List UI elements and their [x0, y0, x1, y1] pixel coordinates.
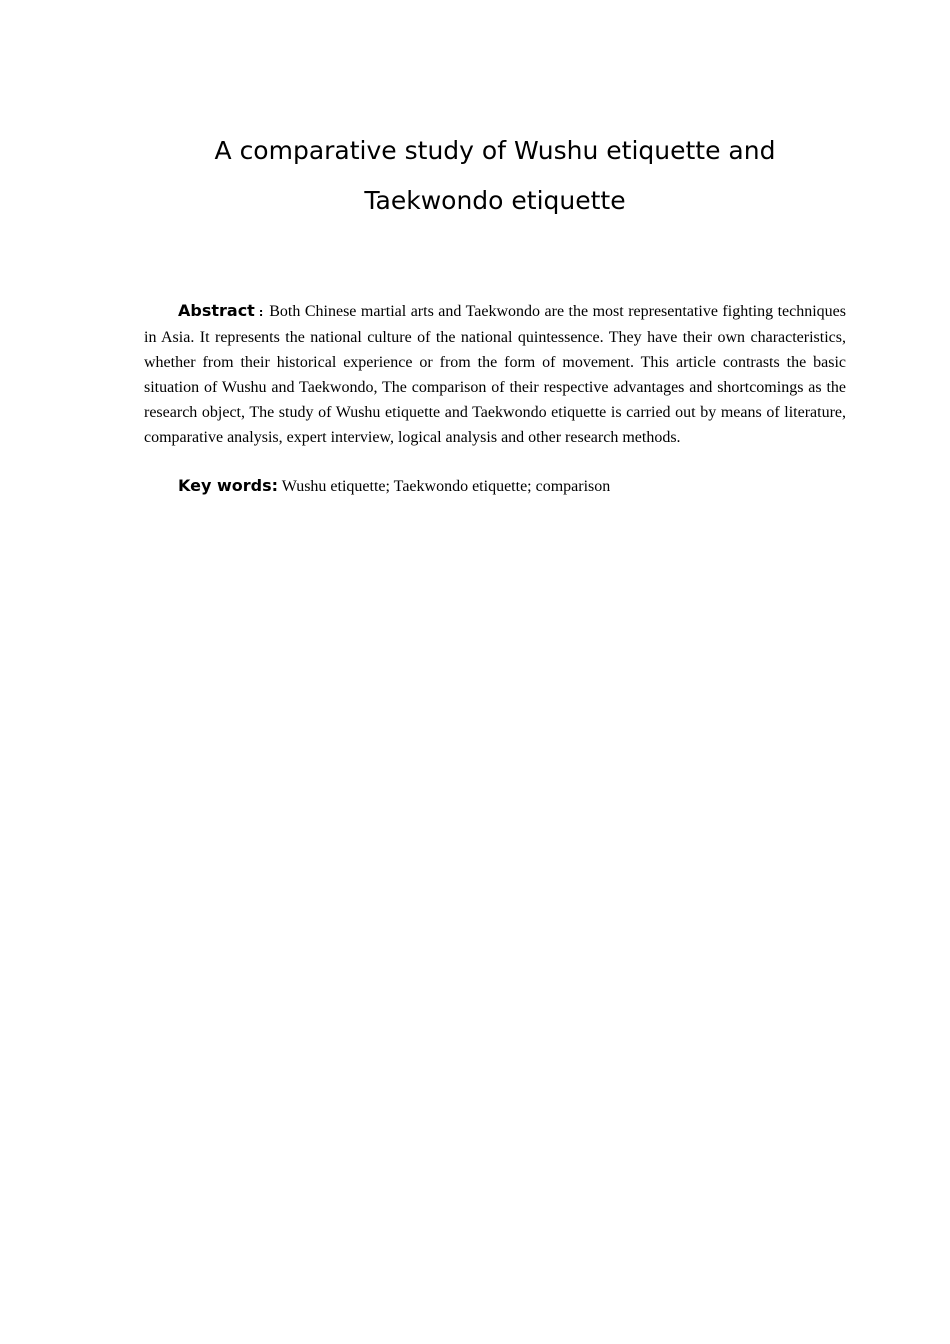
paper-title-line-1: A comparative study of Wushu etiquette and [214, 136, 776, 165]
paper-title-line-2: Taekwondo etiquette [364, 186, 626, 215]
abstract-separator: : [258, 306, 264, 319]
abstract-text: Both Chinese martial arts and Taekwondo are the most representative fighting techniques in Asia. It represents the national culture of the national quintessence. They have their own characteristics, whether from their historical experience or from the form of movement. This article contrasts the basic situation of Wushu and Taekwondo, The comparison of their respective advantages and shortcomings as the research object, The study of Wushu etiquette and Taekwondo etiquette is carried out by means of literature, comparative analysis, expert interview, logical analysis and other research methods. [144, 303, 846, 446]
keywords-paragraph [144, 473, 846, 499]
abstract-paragraph [144, 298, 846, 450]
abstract-label: Abstract [178, 301, 255, 320]
paper-title [0, 126, 950, 226]
keywords-label: Key words: [178, 476, 279, 495]
keywords-text: Wushu etiquette; Taekwondo etiquette; comparison [281, 478, 611, 495]
